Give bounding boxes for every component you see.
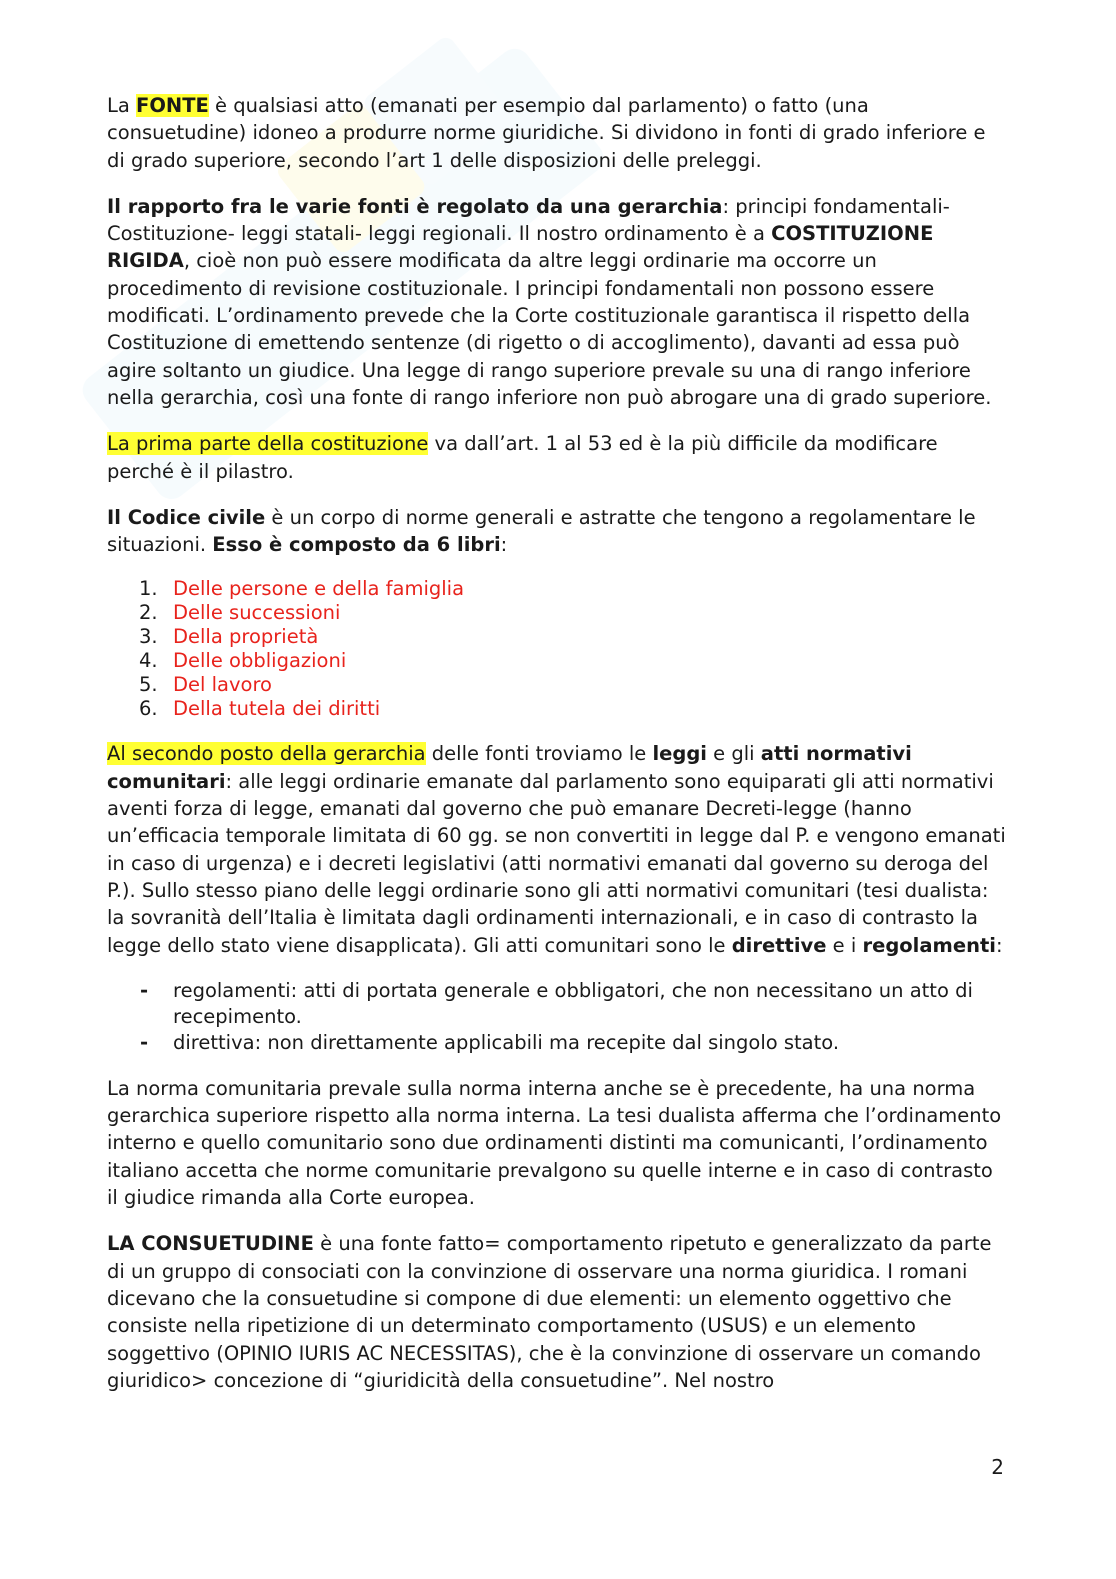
paragraph-prima-parte: La prima parte della costituzione va dall’art. 1 al 53 ed è la più difficile da modificare perché è il pilastro. — [107, 432, 938, 483]
list-item: 1. Delle persone e della famiglia — [139, 577, 465, 601]
list-item: 3. Della proprietà — [139, 625, 319, 649]
highlight-fonte: FONTE — [136, 94, 209, 117]
atti-comunitari-list — [107, 978, 1007, 1056]
list-item: - direttiva: non direttamente applicabili ma recepite dal singolo stato. — [140, 1030, 840, 1054]
books-list — [107, 577, 1007, 721]
list-item: - regolamenti: atti di portata generale e obbligatori, che non necessitano un atto di recepimento. — [140, 978, 973, 1028]
paragraph-codice-civile: Il Codice civile è un corpo di norme generali e astratte che tengono a regolamentare le situazioni. Esso è composto da 6 libri: — [107, 505, 976, 557]
document-page — [107, 92, 1007, 1413]
paragraph-gerarchia: Il rapporto fra le varie fonti è regolato da una gerarchia: principi fondamentali- Costituzione- leggi statali- leggi regionali. Il nostro ordinamento è a COSTITUZIONE RIGIDA, cioè non può essere modificata da altre leggi ordinarie ma occorre un procedimento di revisione costituzionale. I principi fondamentali non possono essere modificati. L’ordinamento prevede che la Corte costituzionale garantisca il rispetto della Costituzione di emettendo sentenze (di rigetto o di accoglimento), davanti ad essa può agire soltanto un giudice. Una legge di rango superiore prevale su una di rango inferiore nella gerarchia, così una fonte di rango inferiore non può abrogare una di grado superiore. — [107, 194, 992, 409]
list-item: 5. Del lavoro — [139, 673, 272, 697]
list-item: 4. Delle obbligazioni — [139, 649, 347, 673]
paragraph-secondo-posto: Al secondo posto della gerarchia delle fonti troviamo le leggi e gli atti normativi comunitari: alle leggi ordinarie emanate dal parlamento sono equiparati gli atti normativi aventi forza di legge, emanati dal governo che può emanare Decreti-legge (hanno un’efficacia temporale limitata di 60 gg. se non convertiti in legge dal P. e vengono emanati in caso di urgenza) e i decreti legislativi (atti normativi emanati dal governo su deroga del P.). Sullo stesso piano delle leggi ordinarie sono gli atti normativi comunitari (tesi dualista: la sovranità dell’Italia è limitata dagli ordinamenti internazionali, e in caso di contrasto la legge dello stato viene disapplicata). Gli atti comunitari sono le direttive e i regolamenti: — [107, 742, 1006, 957]
paragraph-norma-comunitaria: La norma comunitaria prevale sulla norma interna anche se è precedente, ha una norma gerarchica superiore rispetto alla norma interna. La tesi dualista afferma che l’ordinamento interno e quello comunitario sono due ordinamenti distinti ma comunicanti, l’ordinamento italiano accetta che norme comunitarie prevalgono su quelle interne e in caso di contrasto il giudice rimanda alla Corte europea. — [107, 1076, 1002, 1210]
list-item: 2. Delle successioni — [139, 601, 341, 625]
page-number: 2 — [991, 1455, 1004, 1479]
highlight-secondo-posto: Al secondo posto della gerarchia — [107, 742, 426, 766]
highlight-prima-parte: La prima parte della costituzione — [107, 432, 429, 456]
paragraph-consuetudine: LA CONSUETUDINE è una fonte fatto= comportamento ripetuto e generalizzato da parte di un gruppo di consociati con la convinzione di osservare una norma giuridica. I romani dicevano che la consuetudine si compone di due elementi: un elemento oggettivo che consiste nella ripetizione di un determinato comportamento (USUS) e un elemento soggettivo (OPINIO IURIS AC NECESSITAS), che è la convinzione di osservare un comando giuridico> concezione di “giuridicità della consuetudine”. Nel nostro — [107, 1232, 992, 1392]
list-item: 6. Della tutela dei diritti — [139, 697, 381, 721]
paragraph-fonte: La FONTE è qualsiasi atto (emanati per esempio dal parlamento) o fatto (una consuetudine) idoneo a produrre norme giuridiche. Si dividono in fonti di grado inferiore e di grado superiore, secondo l’art 1 delle disposizioni delle preleggi. — [107, 94, 986, 172]
